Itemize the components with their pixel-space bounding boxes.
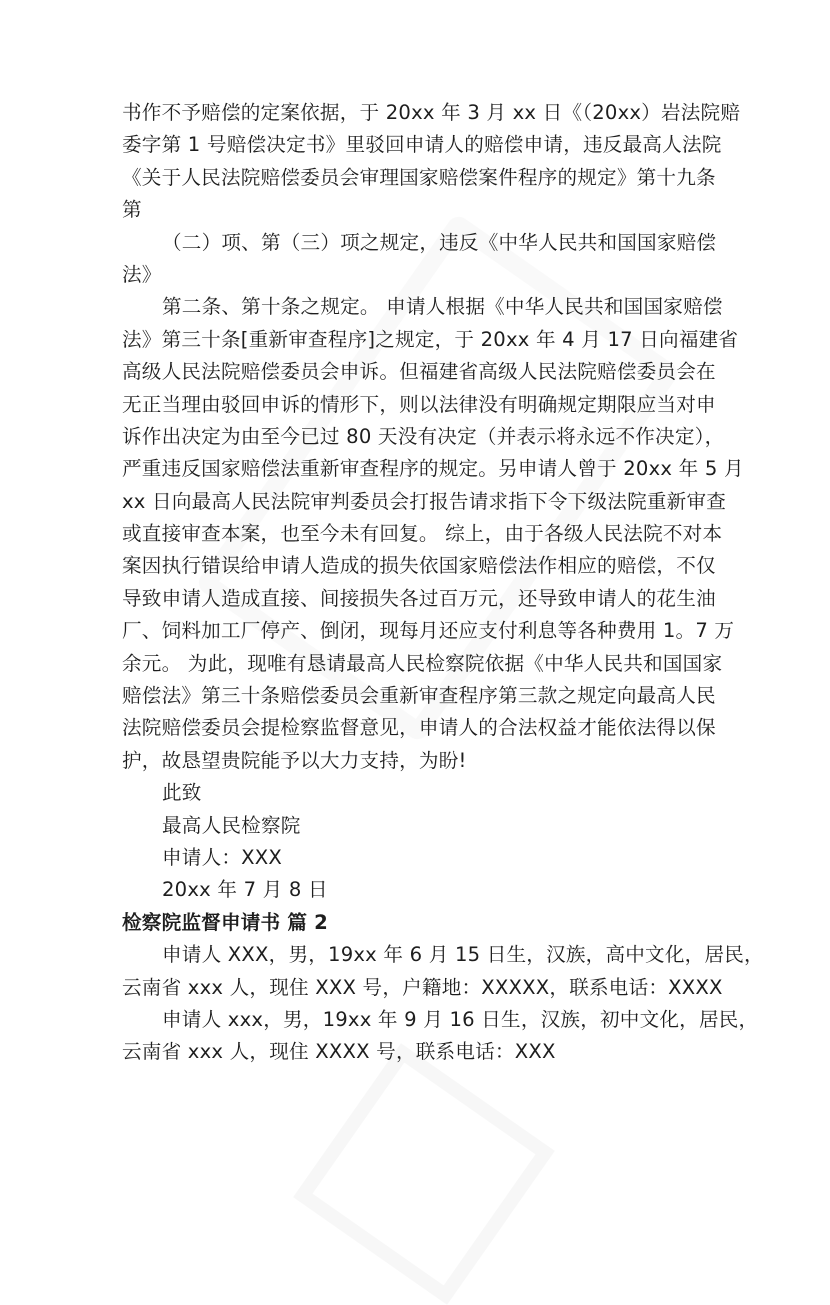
document-body xyxy=(122,97,764,1069)
text-line: 赔偿法》第三十条赔偿委员会重新审查程序第三款之规定向最高人民 xyxy=(122,684,716,708)
text-line: 此致 xyxy=(162,781,202,805)
watermark xyxy=(293,1043,555,1305)
text-line: 申请人：XXX xyxy=(162,845,283,869)
text-line: 第二条、第十条之规定。 申请人根据《中华人民共和国国家赔偿 xyxy=(162,295,723,319)
text-line: 护，故恳望贵院能予以大力支持，为盼! xyxy=(122,748,467,772)
text-line: 或直接审查本案，也至今未有回复。 综上，由于各级人民法院不对本 xyxy=(122,522,723,546)
text-line: 书作不予赔偿的定案依据，于 20xx 年 3 月 xx 日《（20xx）岩法院赔 xyxy=(122,101,741,124)
text-line: 《关于人民法院赔偿委员会审理国家赔偿案件程序的规定》第十九条 xyxy=(122,165,716,189)
text-line: 无正当理由驳回申诉的情形下，则以法律没有明确规定期限应当对申 xyxy=(122,392,716,416)
text-line: 法》 xyxy=(122,262,162,286)
text-line: xx 日向最高人民法院审判委员会打报告请求指下令下级法院重新审查 xyxy=(122,489,727,513)
text-line: 严重违反国家赔偿法重新审查程序的规定。另申请人曾于 20xx 年 5 月 xyxy=(122,457,744,481)
section-heading: 检察院监督申请书 篇 2 xyxy=(122,910,329,934)
text-line: 第 xyxy=(122,198,142,222)
text-line: 法院赔偿委员会提检察监督意见，申请人的合法权益才能依法得以保 xyxy=(122,716,716,740)
text-line: （二）项、第（三）项之规定，违反《中华人民共和国国家赔偿 xyxy=(162,230,717,254)
text-line: 导致申请人造成直接、间接损失各过百万元，还导致申请人的花生油 xyxy=(122,586,716,610)
text-line: 20xx 年 7 月 8 日 xyxy=(162,878,328,902)
text-line: 法》第三十条[重新审查程序]之规定，于 20xx 年 4 月 17 日向福建省 xyxy=(122,327,739,351)
text-line: 案因执行错误给申请人造成的损失依国家赔偿法作相应的赔偿，不仅 xyxy=(122,554,716,578)
text-line: 厂、饲料加工厂停产、倒闭，现每月还应支付利息等各种费用 1。7 万 xyxy=(122,619,735,643)
text-line: 高级人民法院赔偿委员会申诉。但福建省高级人民法院赔偿委员会在 xyxy=(122,360,716,384)
text-line: 最高人民检察院 xyxy=(162,813,301,837)
text-line: 诉作出决定为由至今已过 80 天没有决定（并表示将永远不作决定）， xyxy=(122,424,725,448)
section-paragraph-lines xyxy=(122,939,764,1069)
text-line: 余元。 为此，现唯有恳请最高人民检察院依据《中华人民共和国国家 xyxy=(122,651,723,675)
text-line: 委字第 1 号赔偿决定书》里驳回申请人的赔偿申请，违反最高人法院 xyxy=(122,133,722,157)
text-line: 云南省 xxx 人，现住 XXXX 号，联系电话：XXX xyxy=(122,1040,556,1064)
text-line: 申请人 xxx，男，19xx 年 9 月 16 日生，汉族，初中文化，居民， xyxy=(162,1007,759,1031)
text-line: 申请人 XXX，男，19xx 年 6 月 15 日生，汉族，高中文化，居民， xyxy=(162,943,764,967)
text-line: 云南省 xxx 人，现住 XXX 号，户籍地：XXXXX，联系电话：XXXX xyxy=(122,975,723,999)
paragraph-lines xyxy=(122,97,744,907)
